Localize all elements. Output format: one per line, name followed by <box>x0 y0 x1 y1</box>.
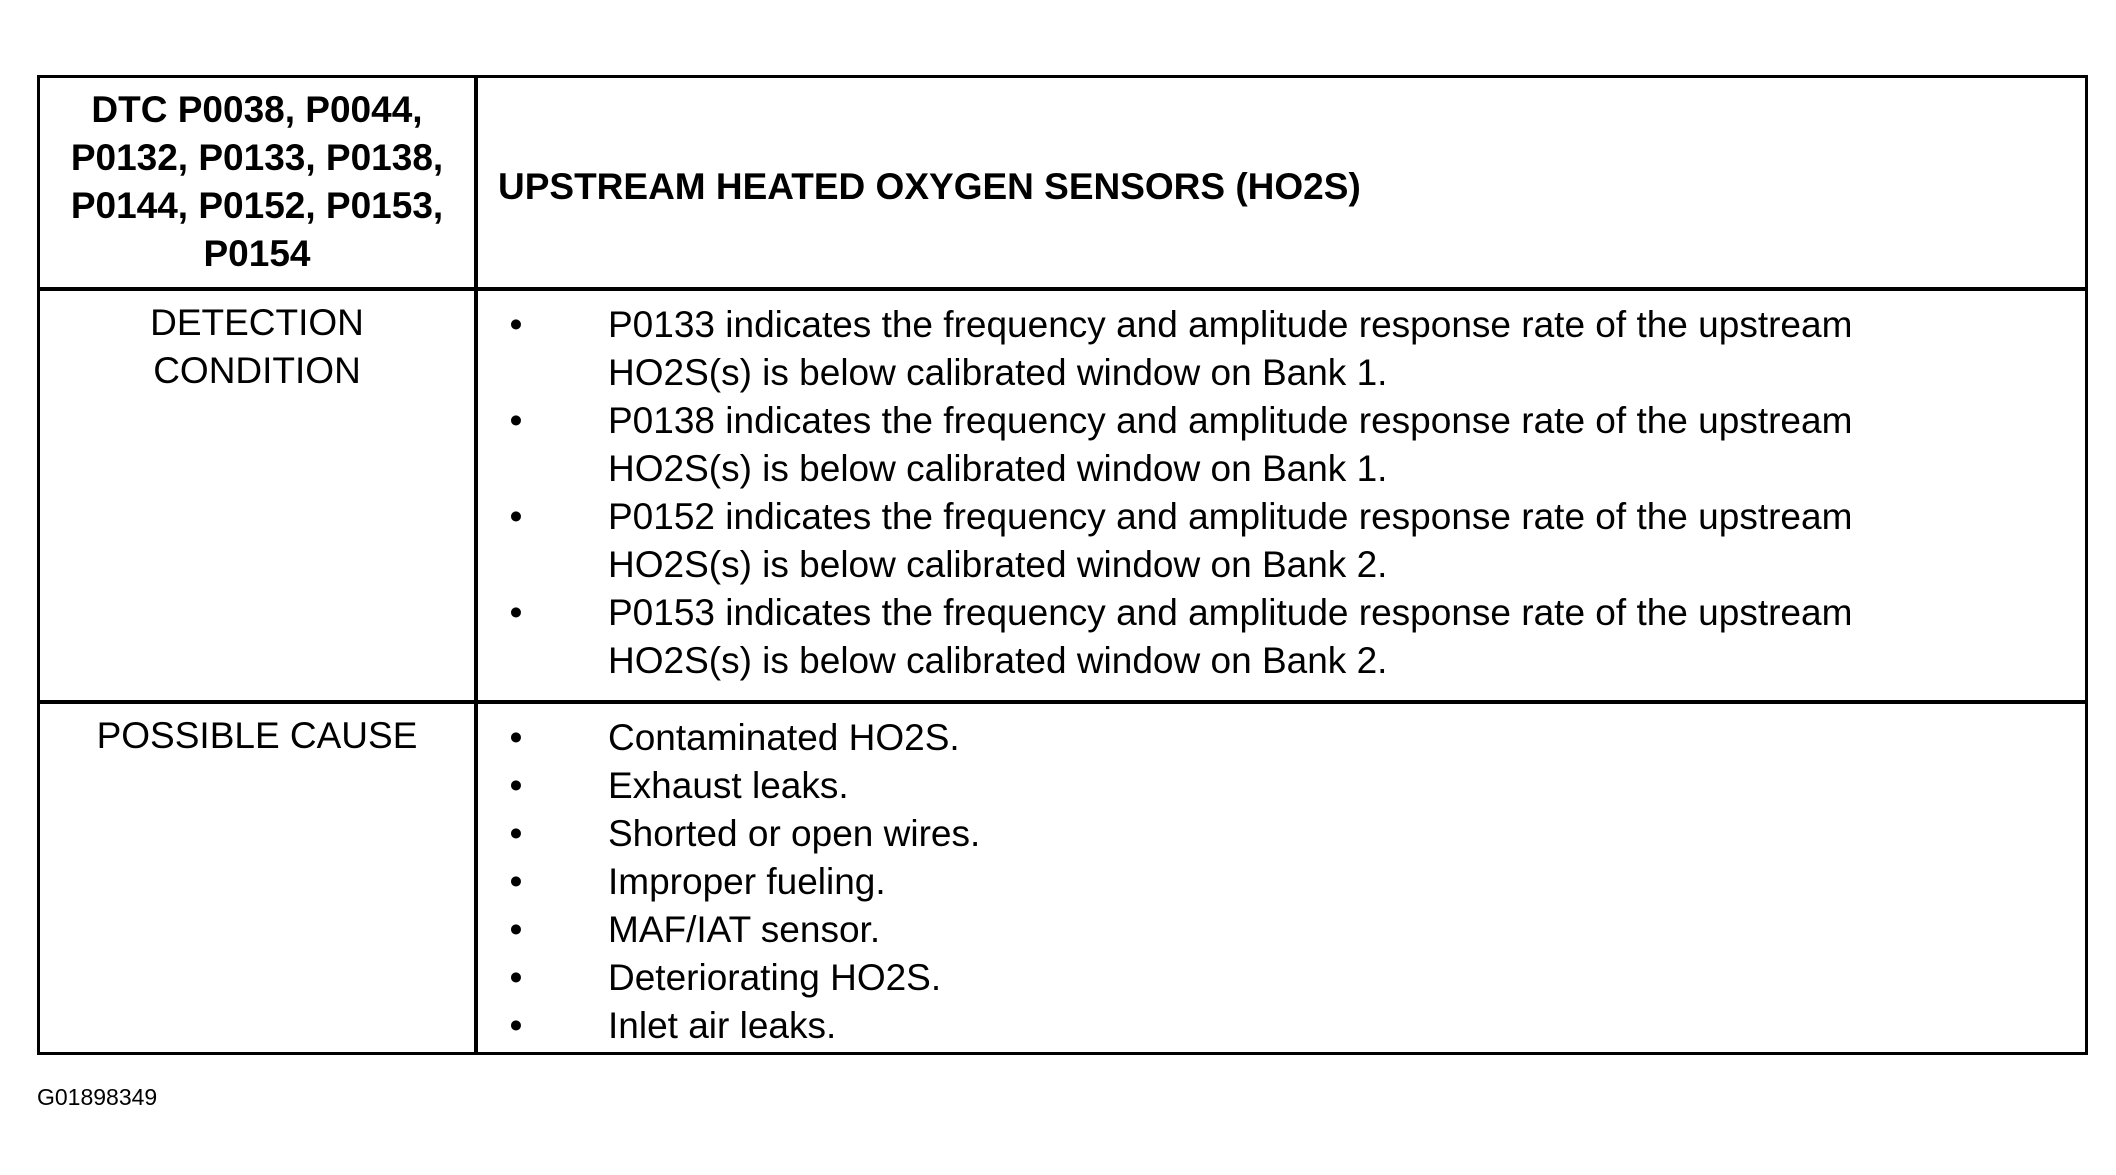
cause-item: Exhaust leaks. <box>608 765 849 806</box>
list-item <box>478 301 2085 397</box>
bullet-icon: • <box>509 765 523 806</box>
list-item <box>478 493 2085 589</box>
list-item <box>478 589 2085 685</box>
figure-id: G01898349 <box>37 1084 158 1110</box>
bullet-icon: • <box>509 400 523 441</box>
detection-item-line: HO2S(s) is below calibrated window on Bank 2. <box>608 544 1388 585</box>
bullet-icon: • <box>509 861 523 902</box>
dtc-codes-line: P0144, P0152, P0153, <box>70 185 444 226</box>
bullet-icon: • <box>509 304 523 345</box>
detection-row <box>40 291 2085 704</box>
bullet-icon: • <box>509 496 523 537</box>
cause-label: POSSIBLE CAUSE <box>96 715 418 756</box>
dtc-codes-cell <box>40 78 478 287</box>
bullet-icon: • <box>509 717 523 758</box>
list-item <box>478 1002 2085 1050</box>
detection-item-line: P0138 indicates the frequency and amplitude response rate of the upstream <box>608 400 1853 441</box>
list-item <box>478 906 2085 954</box>
bullet-icon: • <box>509 957 523 998</box>
title-cell <box>478 78 2085 287</box>
cause-list <box>478 714 2085 1050</box>
dtc-codes-line: P0154 <box>203 233 311 274</box>
cause-item: Deteriorating HO2S. <box>608 957 942 998</box>
detection-label-line: CONDITION <box>153 350 361 391</box>
cause-item: MAF/IAT sensor. <box>608 909 881 950</box>
cause-item: Inlet air leaks. <box>608 1005 837 1046</box>
detection-list <box>478 301 2085 685</box>
list-item <box>478 954 2085 1002</box>
table-title: UPSTREAM HEATED OXYGEN SENSORS (HO2S) <box>498 166 1361 207</box>
bullet-icon: • <box>509 813 523 854</box>
list-item <box>478 858 2085 906</box>
detection-item-line: HO2S(s) is below calibrated window on Bank 1. <box>608 352 1388 393</box>
header-row <box>40 78 2085 291</box>
bullet-icon: • <box>509 909 523 950</box>
dtc-codes-line: DTC P0038, P0044, <box>91 89 423 130</box>
dtc-table <box>37 75 2088 1055</box>
detection-item-line: P0152 indicates the frequency and amplitude response rate of the upstream <box>608 496 1853 537</box>
bullet-icon: • <box>509 592 523 633</box>
cause-row <box>40 704 2085 1052</box>
list-item <box>478 762 2085 810</box>
detection-label-cell <box>40 291 478 700</box>
cause-content-cell <box>478 704 2085 1052</box>
detection-content-cell <box>478 291 2085 700</box>
list-item <box>478 810 2085 858</box>
list-item <box>478 397 2085 493</box>
list-item <box>478 714 2085 762</box>
cause-item: Improper fueling. <box>608 861 886 902</box>
cause-item: Shorted or open wires. <box>608 813 981 854</box>
dtc-codes-line: P0132, P0133, P0138, <box>70 137 444 178</box>
cause-label-cell <box>40 704 478 1052</box>
detection-item-line: HO2S(s) is below calibrated window on Bank 2. <box>608 640 1388 681</box>
detection-item-line: P0153 indicates the frequency and amplitude response rate of the upstream <box>608 592 1853 633</box>
detection-item-line: P0133 indicates the frequency and amplitude response rate of the upstream <box>608 304 1853 345</box>
cause-item: Contaminated HO2S. <box>608 717 960 758</box>
bullet-icon: • <box>509 1005 523 1046</box>
detection-item-line: HO2S(s) is below calibrated window on Bank 1. <box>608 448 1388 489</box>
detection-label-line: DETECTION <box>150 302 364 343</box>
